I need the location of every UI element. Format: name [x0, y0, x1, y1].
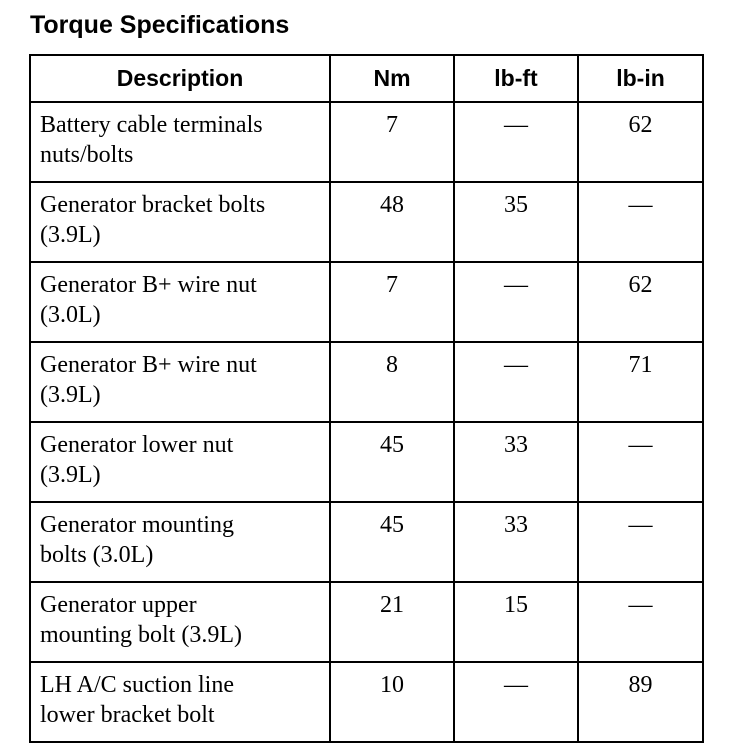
lb-in-cell: —	[578, 422, 703, 502]
lb-in-cell: —	[578, 182, 703, 262]
column-header-description: Description	[30, 55, 330, 102]
lb-in-cell: —	[578, 502, 703, 582]
description-line: Battery cable terminals	[40, 112, 263, 138]
description-cell	[30, 502, 330, 582]
lb-ft-cell: —	[454, 662, 578, 742]
table-header	[30, 55, 703, 102]
column-header-lb-ft: lb-ft	[454, 55, 578, 102]
lb-in-cell: 89	[578, 662, 703, 742]
nm-cell: 10	[330, 662, 454, 742]
description-line: (3.9L)	[40, 222, 101, 248]
description-line: lower bracket bolt	[40, 702, 215, 728]
nm-cell: 45	[330, 502, 454, 582]
nm-cell: 21	[330, 582, 454, 662]
table-row	[30, 102, 703, 182]
description-line: Generator B+ wire nut	[40, 272, 257, 298]
description-line: LH A/C suction line	[40, 672, 234, 698]
nm-cell: 7	[330, 102, 454, 182]
table-row	[30, 502, 703, 582]
description-line: Generator lower nut	[40, 432, 234, 458]
description-cell	[30, 262, 330, 342]
column-header-nm: Nm	[330, 55, 454, 102]
column-header-lb-in: lb-in	[578, 55, 703, 102]
table-body	[30, 102, 703, 742]
table-row	[30, 182, 703, 262]
description-line: bolts (3.0L)	[40, 542, 154, 568]
description-cell	[30, 662, 330, 742]
header-row	[30, 55, 703, 102]
torque-spec-table	[29, 54, 704, 743]
lb-in-cell: 71	[578, 342, 703, 422]
table-row	[30, 662, 703, 742]
description-cell	[30, 422, 330, 502]
lb-in-cell: 62	[578, 262, 703, 342]
description-line: Generator B+ wire nut	[40, 352, 257, 378]
lb-ft-cell: —	[454, 102, 578, 182]
description-line: nuts/bolts	[40, 142, 134, 168]
description-line: (3.9L)	[40, 382, 101, 408]
description-line: Generator upper	[40, 592, 197, 618]
page-title: Torque Specifications	[30, 11, 290, 39]
nm-cell: 48	[330, 182, 454, 262]
nm-cell: 45	[330, 422, 454, 502]
description-cell	[30, 182, 330, 262]
description-line: Generator mounting	[40, 512, 234, 538]
description-cell	[30, 102, 330, 182]
lb-ft-cell: 15	[454, 582, 578, 662]
description-cell	[30, 582, 330, 662]
nm-cell: 8	[330, 342, 454, 422]
description-line: mounting bolt (3.9L)	[40, 622, 242, 648]
lb-in-cell: —	[578, 582, 703, 662]
lb-ft-cell: 33	[454, 502, 578, 582]
lb-ft-cell: 33	[454, 422, 578, 502]
description-line: (3.0L)	[40, 302, 101, 328]
description-cell	[30, 342, 330, 422]
table-row	[30, 582, 703, 662]
table-row	[30, 262, 703, 342]
lb-ft-cell: 35	[454, 182, 578, 262]
nm-cell: 7	[330, 262, 454, 342]
lb-ft-cell: —	[454, 342, 578, 422]
description-line: Generator bracket bolts	[40, 192, 266, 218]
table-row	[30, 422, 703, 502]
description-line: (3.9L)	[40, 462, 101, 488]
table-row	[30, 342, 703, 422]
lb-ft-cell: —	[454, 262, 578, 342]
lb-in-cell: 62	[578, 102, 703, 182]
